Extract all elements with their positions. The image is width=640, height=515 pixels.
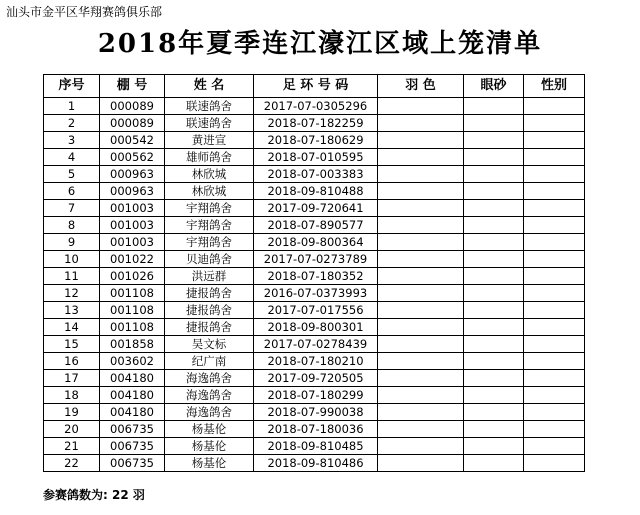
- sex-cell: [524, 268, 585, 285]
- ring-number-cell: 2018-07-890577: [254, 217, 378, 234]
- ring-number-cell: 2018-09-810486: [254, 455, 378, 472]
- ring-number-cell: 2018-09-800364: [254, 234, 378, 251]
- column-header-eye: 眼砂: [464, 75, 524, 98]
- loft-number-cell: 000562: [100, 149, 165, 166]
- table-row: [44, 302, 585, 319]
- row-number-cell: 17: [44, 370, 100, 387]
- owner-name-cell: 洪远群: [165, 268, 254, 285]
- column-header-name: 姓 名: [165, 75, 254, 98]
- owner-name-cell: 宇翔鸽舍: [165, 217, 254, 234]
- feather-color-cell: [378, 98, 464, 115]
- table-row: [44, 234, 585, 251]
- sex-cell: [524, 115, 585, 132]
- pigeon-list-table: [43, 74, 585, 472]
- page-title: 2018年夏季连江濠江区域上笼清单: [97, 29, 543, 59]
- ring-number-cell: 2017-07-017556: [254, 302, 378, 319]
- row-number-cell: 10: [44, 251, 100, 268]
- column-header-sex: 性别: [524, 75, 585, 98]
- sex-cell: [524, 421, 585, 438]
- eye-sand-cell: [464, 217, 524, 234]
- row-number-cell: 7: [44, 200, 100, 217]
- row-number-cell: 22: [44, 455, 100, 472]
- owner-name-cell: 杨基伦: [165, 421, 254, 438]
- ring-number-cell: 2018-07-003383: [254, 166, 378, 183]
- table-row: [44, 115, 585, 132]
- table-row: [44, 455, 585, 472]
- table-row: [44, 183, 585, 200]
- loft-number-cell: 001026: [100, 268, 165, 285]
- table-row: [44, 319, 585, 336]
- sex-cell: [524, 353, 585, 370]
- row-number-cell: 5: [44, 166, 100, 183]
- sex-cell: [524, 251, 585, 268]
- eye-sand-cell: [464, 98, 524, 115]
- table-row: [44, 370, 585, 387]
- ring-number-cell: 2017-09-720505: [254, 370, 378, 387]
- table-row: [44, 200, 585, 217]
- feather-color-cell: [378, 302, 464, 319]
- sex-cell: [524, 370, 585, 387]
- ring-number-cell: 2018-07-180352: [254, 268, 378, 285]
- row-number-cell: 18: [44, 387, 100, 404]
- owner-name-cell: 捷报鸽舍: [165, 285, 254, 302]
- loft-number-cell: 000089: [100, 98, 165, 115]
- eye-sand-cell: [464, 387, 524, 404]
- owner-name-cell: 林欣城: [165, 183, 254, 200]
- owner-name-cell: 捷报鸽舍: [165, 319, 254, 336]
- loft-number-cell: 004180: [100, 370, 165, 387]
- table-row: [44, 353, 585, 370]
- loft-number-cell: 001003: [100, 200, 165, 217]
- eye-sand-cell: [464, 421, 524, 438]
- ring-number-cell: 2017-07-0278439: [254, 336, 378, 353]
- column-header-ring: 足 环 号 码: [254, 75, 378, 98]
- ring-number-cell: 2016-07-0373993: [254, 285, 378, 302]
- row-number-cell: 16: [44, 353, 100, 370]
- table-row: [44, 166, 585, 183]
- row-number-cell: 6: [44, 183, 100, 200]
- table-row: [44, 98, 585, 115]
- row-number-cell: 9: [44, 234, 100, 251]
- column-header-loft: 棚 号: [100, 75, 165, 98]
- owner-name-cell: 海逸鸽舍: [165, 387, 254, 404]
- row-number-cell: 11: [44, 268, 100, 285]
- feather-color-cell: [378, 421, 464, 438]
- loft-number-cell: 006735: [100, 421, 165, 438]
- eye-sand-cell: [464, 455, 524, 472]
- feather-color-cell: [378, 268, 464, 285]
- owner-name-cell: 林欣城: [165, 166, 254, 183]
- loft-number-cell: 001108: [100, 285, 165, 302]
- ring-number-cell: 2018-09-810488: [254, 183, 378, 200]
- sex-cell: [524, 319, 585, 336]
- loft-number-cell: 004180: [100, 387, 165, 404]
- feather-color-cell: [378, 455, 464, 472]
- sex-cell: [524, 404, 585, 421]
- owner-name-cell: 杨基伦: [165, 438, 254, 455]
- sex-cell: [524, 336, 585, 353]
- eye-sand-cell: [464, 438, 524, 455]
- owner-name-cell: 宇翔鸽舍: [165, 234, 254, 251]
- loft-number-cell: 001858: [100, 336, 165, 353]
- eye-sand-cell: [464, 336, 524, 353]
- table-row: [44, 404, 585, 421]
- row-number-cell: 2: [44, 115, 100, 132]
- loft-number-cell: 003602: [100, 353, 165, 370]
- row-number-cell: 20: [44, 421, 100, 438]
- sex-cell: [524, 132, 585, 149]
- feather-color-cell: [378, 404, 464, 421]
- loft-number-cell: 006735: [100, 455, 165, 472]
- eye-sand-cell: [464, 200, 524, 217]
- table-row: [44, 251, 585, 268]
- feather-color-cell: [378, 353, 464, 370]
- feather-color-cell: [378, 285, 464, 302]
- ring-number-cell: 2018-09-810485: [254, 438, 378, 455]
- loft-number-cell: 000963: [100, 166, 165, 183]
- table-row: [44, 149, 585, 166]
- feather-color-cell: [378, 251, 464, 268]
- feather-color-cell: [378, 217, 464, 234]
- loft-number-cell: 001003: [100, 234, 165, 251]
- eye-sand-cell: [464, 234, 524, 251]
- ring-number-cell: 2018-07-180629: [254, 132, 378, 149]
- eye-sand-cell: [464, 166, 524, 183]
- feather-color-cell: [378, 166, 464, 183]
- table-row: [44, 268, 585, 285]
- feather-color-cell: [378, 336, 464, 353]
- sex-cell: [524, 387, 585, 404]
- owner-name-cell: 杨基伦: [165, 455, 254, 472]
- ring-number-cell: 2018-07-010595: [254, 149, 378, 166]
- entry-count: 参赛鸽数为: 22 羽: [43, 488, 145, 502]
- row-number-cell: 13: [44, 302, 100, 319]
- loft-number-cell: 001003: [100, 217, 165, 234]
- table-header-row: [44, 75, 585, 98]
- feather-color-cell: [378, 387, 464, 404]
- owner-name-cell: 海逸鸽舍: [165, 404, 254, 421]
- eye-sand-cell: [464, 285, 524, 302]
- row-number-cell: 3: [44, 132, 100, 149]
- loft-number-cell: 006735: [100, 438, 165, 455]
- eye-sand-cell: [464, 353, 524, 370]
- eye-sand-cell: [464, 115, 524, 132]
- row-number-cell: 1: [44, 98, 100, 115]
- ring-number-cell: 2017-07-0305296: [254, 98, 378, 115]
- feather-color-cell: [378, 132, 464, 149]
- owner-name-cell: 雄师鸽舍: [165, 149, 254, 166]
- ring-number-cell: 2017-09-720641: [254, 200, 378, 217]
- feather-color-cell: [378, 200, 464, 217]
- club-name: 汕头市金平区华翔赛鸽俱乐部: [6, 5, 163, 19]
- owner-name-cell: 贝迪鸽舍: [165, 251, 254, 268]
- table-row: [44, 217, 585, 234]
- feather-color-cell: [378, 319, 464, 336]
- table-row: [44, 387, 585, 404]
- row-number-cell: 21: [44, 438, 100, 455]
- ring-number-cell: 2018-09-800301: [254, 319, 378, 336]
- loft-number-cell: 001022: [100, 251, 165, 268]
- feather-color-cell: [378, 115, 464, 132]
- table-row: [44, 336, 585, 353]
- ring-number-cell: 2018-07-990038: [254, 404, 378, 421]
- ring-number-cell: 2018-07-180036: [254, 421, 378, 438]
- sex-cell: [524, 183, 585, 200]
- sex-cell: [524, 302, 585, 319]
- feather-color-cell: [378, 438, 464, 455]
- table-row: [44, 132, 585, 149]
- row-number-cell: 4: [44, 149, 100, 166]
- eye-sand-cell: [464, 404, 524, 421]
- owner-name-cell: 捷报鸽舍: [165, 302, 254, 319]
- ring-number-cell: 2018-07-180299: [254, 387, 378, 404]
- sex-cell: [524, 98, 585, 115]
- owner-name-cell: 纪广南: [165, 353, 254, 370]
- loft-number-cell: 001108: [100, 319, 165, 336]
- sex-cell: [524, 285, 585, 302]
- owner-name-cell: 联速鸽舍: [165, 115, 254, 132]
- eye-sand-cell: [464, 183, 524, 200]
- column-header-color: 羽 色: [378, 75, 464, 98]
- row-number-cell: 14: [44, 319, 100, 336]
- eye-sand-cell: [464, 319, 524, 336]
- eye-sand-cell: [464, 251, 524, 268]
- ring-number-cell: 2017-07-0273789: [254, 251, 378, 268]
- owner-name-cell: 吴文标: [165, 336, 254, 353]
- row-number-cell: 19: [44, 404, 100, 421]
- column-header-no: 序号: [44, 75, 100, 98]
- feather-color-cell: [378, 234, 464, 251]
- loft-number-cell: 000963: [100, 183, 165, 200]
- owner-name-cell: 联速鸽舍: [165, 98, 254, 115]
- eye-sand-cell: [464, 302, 524, 319]
- eye-sand-cell: [464, 268, 524, 285]
- feather-color-cell: [378, 370, 464, 387]
- sex-cell: [524, 234, 585, 251]
- owner-name-cell: 海逸鸽舍: [165, 370, 254, 387]
- row-number-cell: 15: [44, 336, 100, 353]
- sex-cell: [524, 200, 585, 217]
- sex-cell: [524, 455, 585, 472]
- table-row: [44, 421, 585, 438]
- sex-cell: [524, 166, 585, 183]
- owner-name-cell: 宇翔鸽舍: [165, 200, 254, 217]
- sex-cell: [524, 217, 585, 234]
- row-number-cell: 12: [44, 285, 100, 302]
- sex-cell: [524, 149, 585, 166]
- loft-number-cell: 000089: [100, 115, 165, 132]
- loft-number-cell: 004180: [100, 404, 165, 421]
- loft-number-cell: 000542: [100, 132, 165, 149]
- ring-number-cell: 2018-07-180210: [254, 353, 378, 370]
- loft-number-cell: 001108: [100, 302, 165, 319]
- table-row: [44, 438, 585, 455]
- owner-name-cell: 黄进宣: [165, 132, 254, 149]
- sex-cell: [524, 438, 585, 455]
- feather-color-cell: [378, 149, 464, 166]
- eye-sand-cell: [464, 149, 524, 166]
- table-row: [44, 285, 585, 302]
- eye-sand-cell: [464, 132, 524, 149]
- eye-sand-cell: [464, 370, 524, 387]
- row-number-cell: 8: [44, 217, 100, 234]
- feather-color-cell: [378, 183, 464, 200]
- ring-number-cell: 2018-07-182259: [254, 115, 378, 132]
